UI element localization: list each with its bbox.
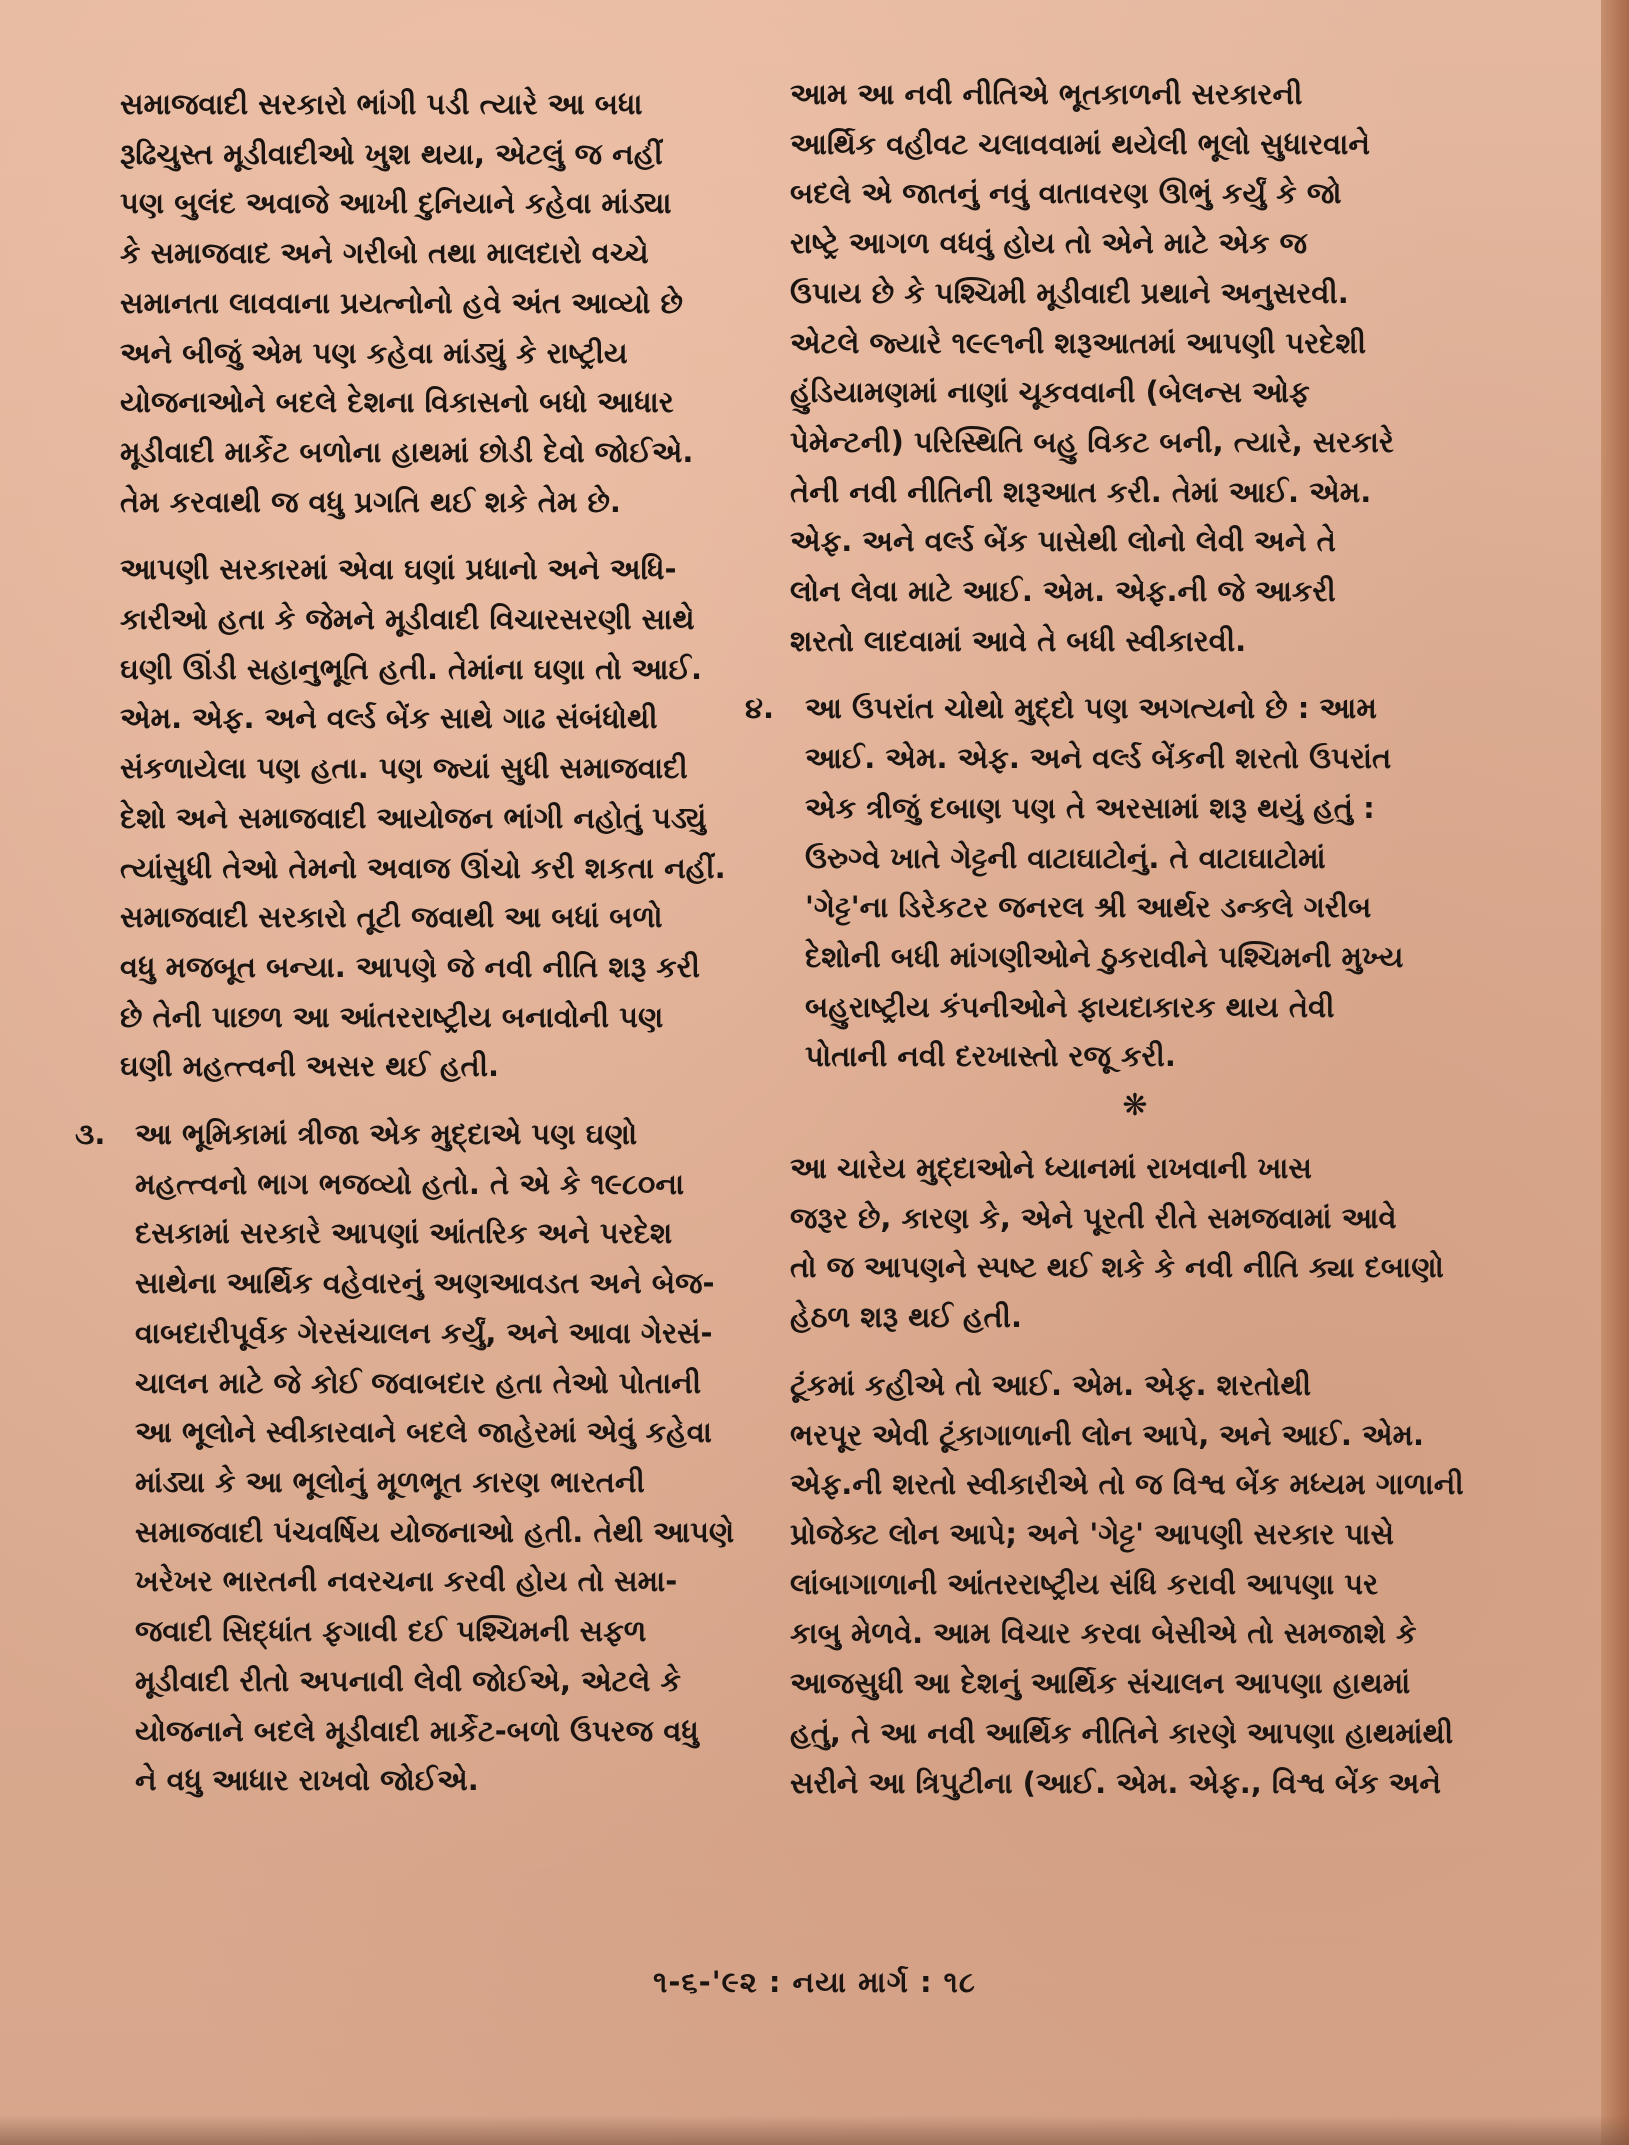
right-paragraph-3: ટૂંકમાં કહીએ તો આઈ. એમ. એફ. શરતોથી ભરપૂર એવી ટૂંકાગાળાની લોન આપે, અને આઈ. એમ. એફ.ની શરતો સ્વીકારીએ તો જ વિશ્વ બેંક મધ્યમ ગાળાની પ્રોજેક્ટ લોન આપે; અને 'ગેટ્ટ' આપણી સરકાર પાસે લાંબાગાળાની આંતરરાષ્ટ્રીય સંધિ કરાવી આપણા પર કાબુ મેળવે. આમ વિચાર કરવા બેસીએ તો સમજાશે કે આજસુધી આ દેશનું આર્થિક સંચાલન આપણા હાથમાં હતું, તે આ નવી આર્થિક નીતિને કારણે આપણા હાથમાંથી સરીને આ ત્રિપુટીના (આઈ. એમ. એફ., વિશ્વ બેંક અને (790, 1367, 1464, 1800)
item-3-number: ૩. (75, 1117, 106, 1152)
item-4-text: આ ઉપરાંત ચોથો મુદ્દો પણ અગત્યનો છે : આમ આઈ. એમ. એફ. અને વર્લ્ડ બેંકની શરતો ઉપરાંત એક ત્રીજું દબાણ પણ તે અરસામાં શરૂ થયું હતું : ઉરુગ્વે ખાતે ગેટ્ટની વાટાઘાટોનું. તે વાટાઘાટોમાં 'ગેટ્ટ'ના ડિરેકટર જનરલ શ્રી આર્થર ડન્કલે ગરીબ દેશોની બધી માંગણીઓને ઠુકરાવીને પશ્ચિમની મુખ્ય બહુરાષ્ટ્રીય કંપનીઓને ફાયદાકારક થાય તેવી પોતાની નવી દરખાસ્તો રજૂ કરી. (805, 691, 1404, 1074)
item-3-text: આ ભૂમિકામાં ત્રીજા એક મુદ્દાએ પણ ઘણો મહત્ત્વનો ભાગ ભજવ્યો હતો. તે એ કે ૧૯૮૦ના દસકામાં સરકારે આપણાં આંતરિક અને પરદેશ સાથેના આર્થિક વહેવારનું અણઆવડત અને બેજ- વાબદારીપૂર્વક ગેરસંચાલન કર્યું, અને આવા ગેરસં- ચાલન માટે જે કોઈ જવાબદાર હતા તેઓ પોતાની આ ભૂલોને સ્વીકારવાને બદલે જાહેરમાં એવું કહેવા માંડ્યા કે આ ભૂલોનું મૂળભૂત કારણ ભારતની સમાજવાદી પંચવર્ષિય યોજનાઓ હતી. તેથી આપણે ખરેખર ભારતની નવરચના કરવી હોય તો સમા- જવાદી સિદ્ધાંત ફગાવી દઈ પશ્ચિમની સફળ મૂડીવાદી રીતો અપનાવી લેવી જોઈએ, એટલે કે યોજનાને બદલે મૂડીવાદી માર્કેટ-બળો ઉપરજ વધુ ને વધુ આધાર રાખવો જોઈએ. (135, 1117, 735, 1798)
right-paragraph-2: આ ચારેય મુદ્દાઓને ધ્યાનમાં રાખવાની ખાસ જરૂર છે, કારણ કે, એને પૂરતી રીતે સમજવામાં આવે તો જ આપણને સ્પષ્ટ થઈ શકે કે નવી નીતિ ક્યા દબાણો હેઠળ શરૂ થઈ હતી. (790, 1151, 1444, 1335)
page-edge-shadow (1601, 0, 1629, 2145)
left-column (75, 80, 750, 1806)
right-paragraph-1: આમ આ નવી નીતિએ ભૂતકાળની સરકારની આર્થિક વહીવટ ચલાવવામાં થયેલી ભૂલો સુધારવાને બદલે એ જાતનું નવું વાતાવરણ ઊભું કર્યું કે જો રાષ્ટ્રે આગળ વધવું હોય તો એને માટે એક જ ઉપાય છે કે પશ્ચિમી મૂડીવાદી પ્રથાને અનુસરવી. એટલે જ્યારે ૧૯૯૧ની શરૂઆતમાં આપણી પરદેશી હુંડિયામણમાં નાણાં ચૂકવવાની (બેલન્સ ઓફ પેમેન્ટની) પરિસ્થિતિ બહુ વિકટ બની, ત્યારે, સરકારે તેની નવી નીતિની શરૂઆત કરી. તેમાં આઈ. એમ. એફ. અને વર્લ્ડ બેંક પાસેથી લોનો લેવી અને તે લોન લેવા માટે આઈ. એમ. એફ.ની જે આકરી શરતો લાદવામાં આવે તે બધી સ્વીકારવી. (790, 77, 1394, 658)
left-paragraph-2: આપણી સરકારમાં એવા ઘણાં પ્રધાનો અને અધિ- કારીઓ હતા કે જેમને મૂડીવાદી વિચારસરણી સાથે ઘણી ઊંડી સહાનુભૂતિ હતી. તેમાંના ઘણા તો આઈ. એમ. એફ. અને વર્લ્ડ બેંક સાથે ગાઢ સંબંધોથી સંકળાયેલા પણ હતા. પણ જ્યાં સુધી સમાજવાદી દેશો અને સમાજવાદી આયોજન ભાંગી નહોતું પડ્યું ત્યાંસુધી તેઓ તેમનો અવાજ ઊંચો કરી શકતા નહીં. સમાજવાદી સરકારો તૂટી જવાથી આ બધાં બળો વધુ મજબૂત બન્યા. આપણે જે નવી નીતિ શરૂ કરી છે તેની પાછળ આ આંતરરાષ્ટ્રીય બનાવોની પણ ઘણી મહત્ત્વની અસર થઈ હતી. (120, 552, 726, 1084)
page-bottom-shadow (0, 2115, 1629, 2145)
section-divider-ornament: ❋ (1122, 1088, 1148, 1124)
numbered-item-4 (745, 684, 1480, 1082)
page-footer: ૧-૬-'૯૨ : નયા માર્ગ : ૧૮ (653, 1965, 976, 1999)
numbered-item-3 (75, 1110, 750, 1806)
right-column (745, 70, 1480, 1808)
item-4-number: ૪. (745, 691, 774, 726)
left-paragraph-1: સમાજવાદી સરકારો ભાંગી પડી ત્યારે આ બધા રૂઢિચુસ્ત મૂડીવાદીઓ ખુશ થયા, એટલું જ નહીં પણ બુલંદ અવાજે આખી દુનિયાને કહેવા માંડ્યા કે સમાજવાદ અને ગરીબો તથા માલદારો વચ્ચે સમાનતા લાવવાના પ્રયત્નોનો હવે અંત આવ્યો છે અને બીજું એમ પણ કહેવા માંડ્યું કે રાષ્ટ્રીય યોજનાઓને બદલે દેશના વિકાસનો બધો આધાર મૂડીવાદી માર્કેટ બળોના હાથમાં છોડી દેવો જોઈએ. તેમ કરવાથી જ વધુ પ્રગતિ થઈ શકે તેમ છે. (120, 87, 694, 519)
